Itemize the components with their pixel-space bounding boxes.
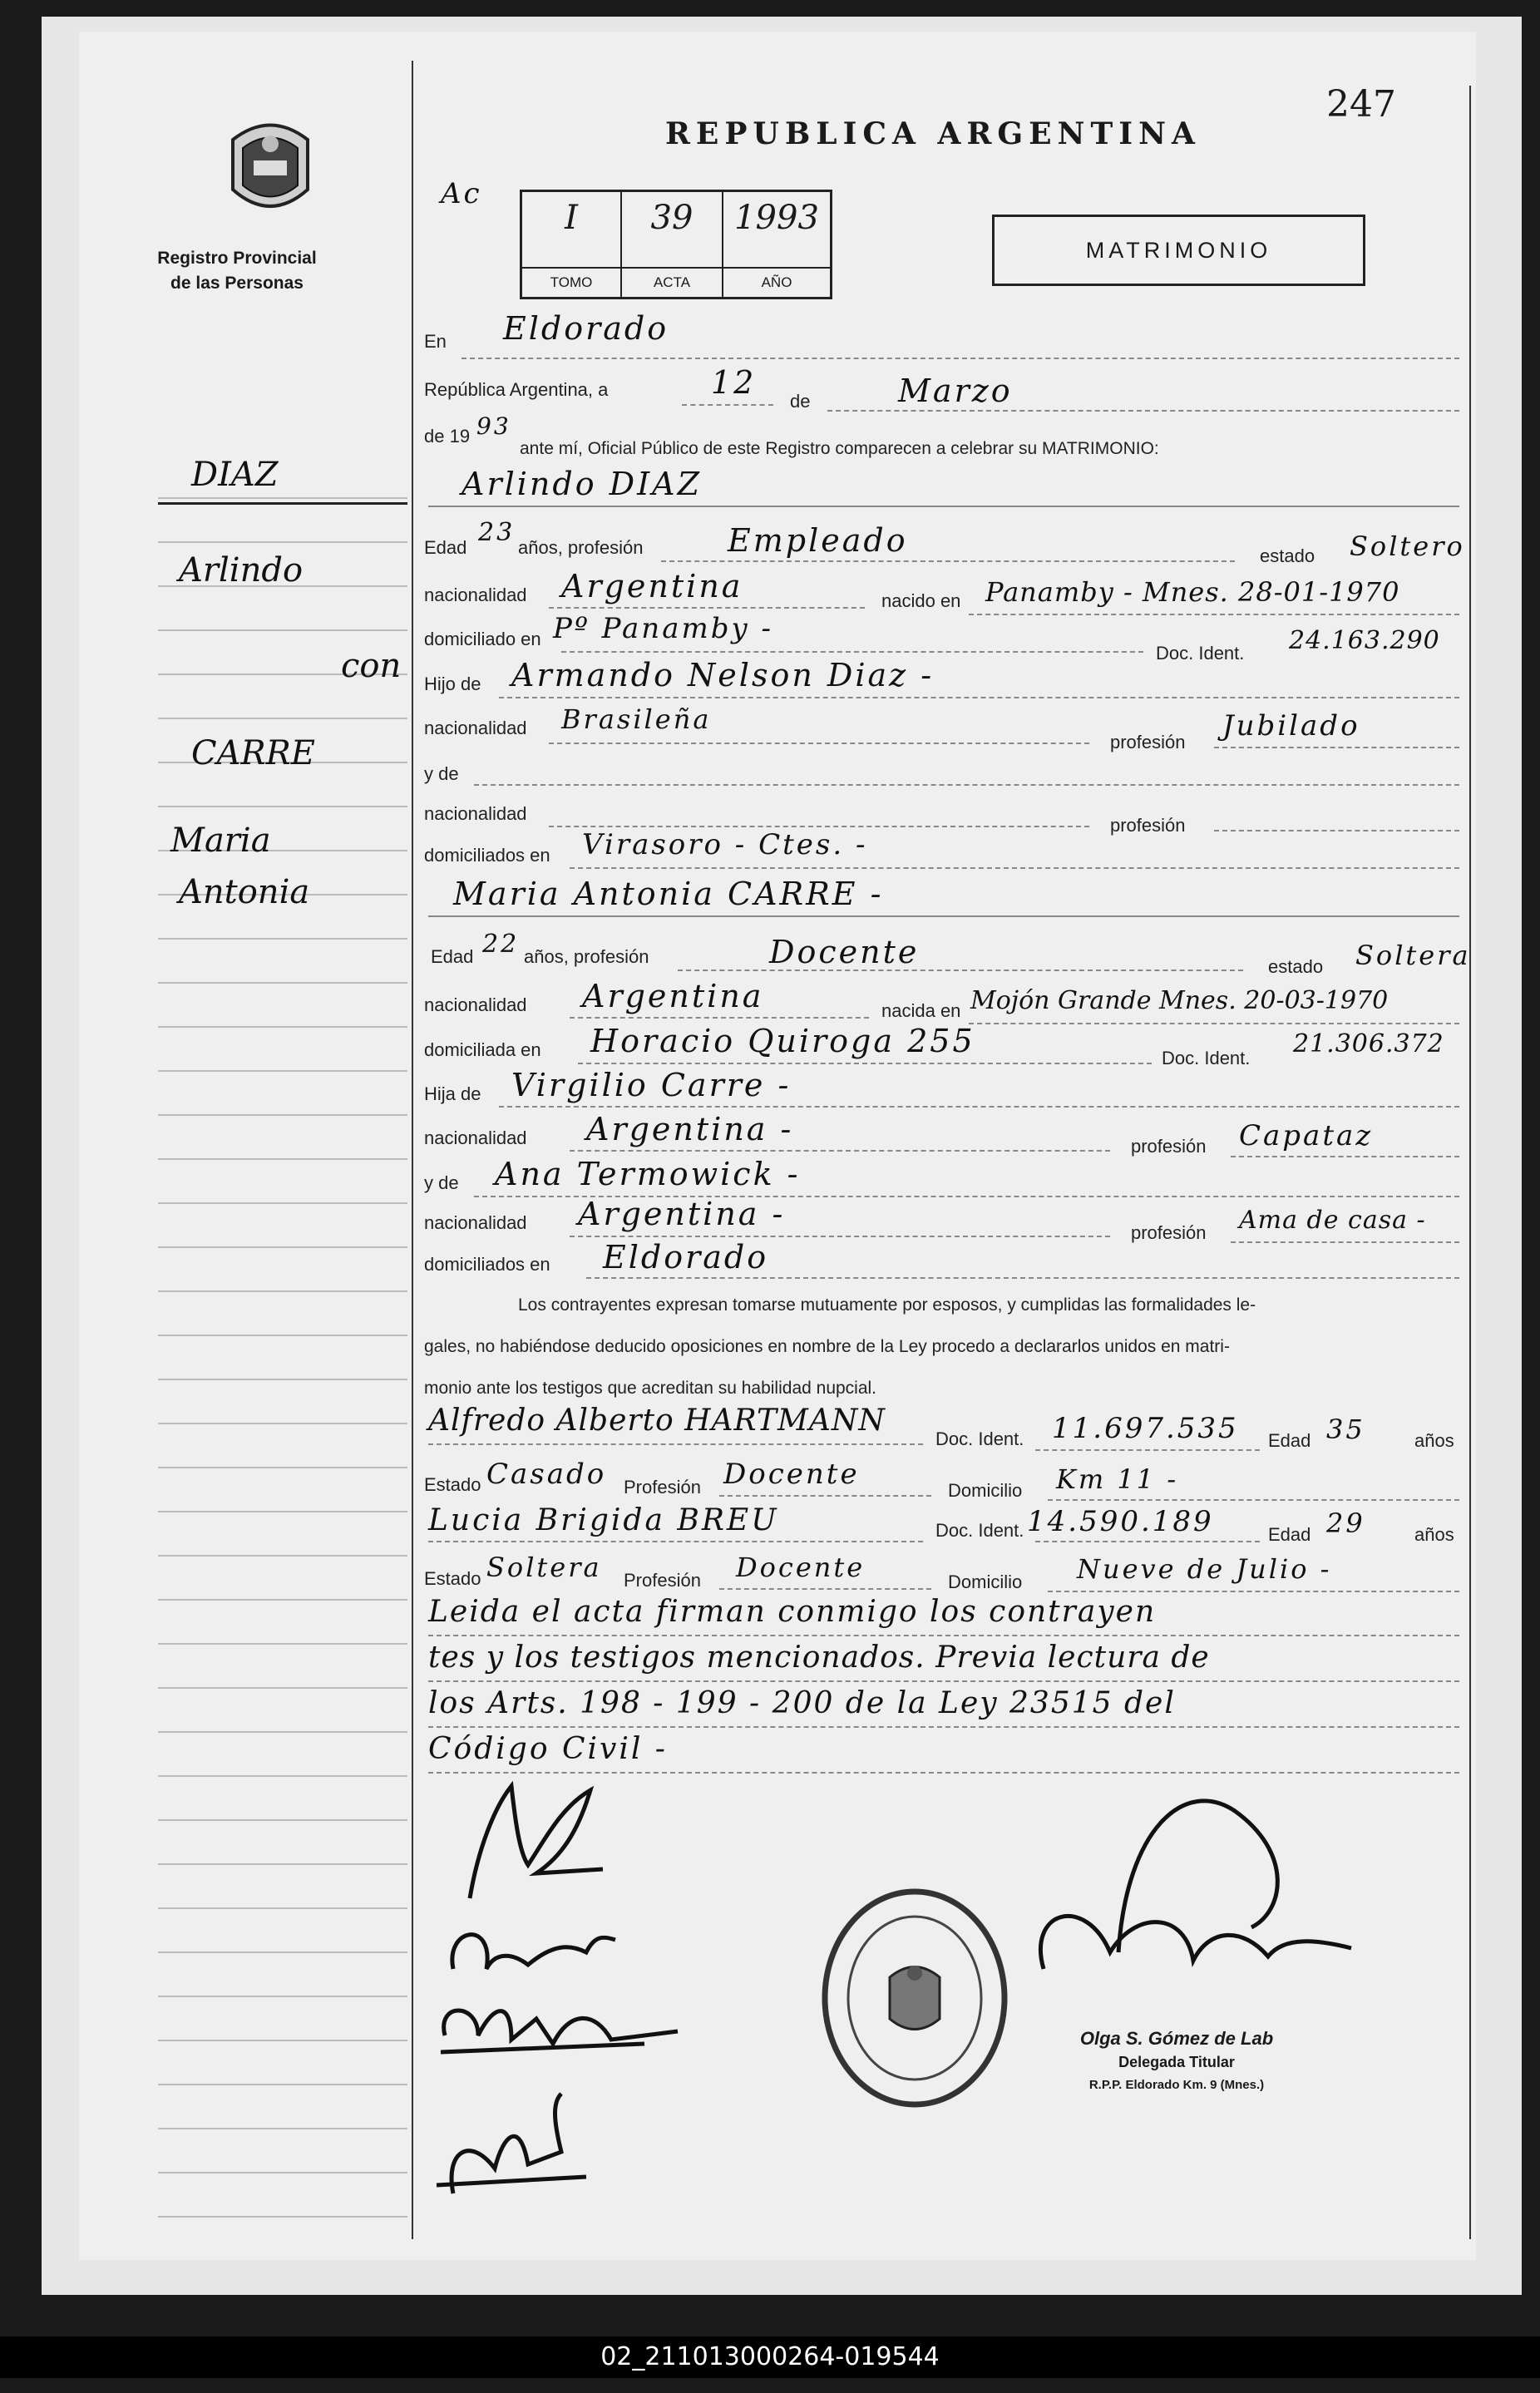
witness1-doc: 11.697.535 (1052, 1412, 1239, 1445)
witness2-doc: 14.590.189 (1027, 1505, 1214, 1538)
label-rep-a: República Argentina, a (424, 379, 609, 400)
officer-office: R.P.P. Eldorado Km. 9 (Mnes.) (1088, 2078, 1265, 2092)
label-en: En (424, 331, 447, 352)
bride-madre: Ana Termowick - (495, 1156, 801, 1192)
acta-value: 39 (650, 199, 693, 237)
witness2-edad-label: Edad (1268, 1524, 1311, 1545)
bride-estado-label: estado (1268, 956, 1324, 977)
record-type-box: MATRIMONIO (992, 215, 1365, 286)
signature-witness-1 (428, 1994, 694, 2077)
month-line (827, 410, 1459, 412)
margin-ruled-line (158, 1335, 407, 1336)
margin-ruled-line (158, 1775, 407, 1777)
bride-padre: Virgilio Carre - (511, 1067, 792, 1103)
margin-ruled-line (158, 1643, 407, 1645)
closing-line-4: Código Civil - (428, 1732, 668, 1766)
signature-groom (437, 1774, 636, 1915)
witness2-edad: 29 (1326, 1507, 1365, 1539)
witness1-profesion: Docente (723, 1458, 860, 1491)
groom-nacido-line (969, 614, 1459, 615)
bride-dom-line (578, 1063, 1152, 1064)
groom-name: Arlindo DIAZ (462, 466, 702, 502)
bride-nacida-en: Mojón Grande Mnes. 20-03-1970 (970, 986, 1389, 1015)
groom-nacido-label: nacido en (881, 590, 961, 611)
margin-ruled-line (158, 1599, 407, 1601)
margin-ruled-line (158, 1114, 407, 1116)
month: Marzo (898, 373, 1013, 409)
officer-stamp (1019, 2027, 1335, 2097)
margin-ruled-line (158, 1026, 407, 1028)
day-line (682, 404, 773, 406)
margin-ruled-line (158, 629, 407, 631)
label-de-19: de 19 (424, 426, 471, 447)
bride-prof-label: años, profesión (524, 946, 649, 967)
bride-padres-dom-label: domiciliados en (424, 1254, 550, 1275)
witness2-name: Lucia Brigida BREU (428, 1503, 779, 1537)
margin-note-surname: DIAZ (191, 456, 279, 494)
margin-ruled-line (158, 1863, 407, 1865)
margin-note-given-3: Antonia (179, 873, 310, 911)
registry-stamp-seal (819, 1886, 1010, 2110)
coat-of-arms-icon (225, 115, 316, 223)
groom-nacido-en: Panamby - Mnes. 28-01-1970 (985, 576, 1400, 608)
margin-ruled-line (158, 1246, 407, 1248)
margin-note-surname-2: CARRE (191, 734, 315, 772)
closing-line-2: tes y los testigos mencionados. Previa lectura de (428, 1641, 1210, 1675)
bride-prof-line (678, 970, 1243, 971)
witness2-estado-label: Estado (424, 1568, 481, 1589)
bride-yde-label: y de (424, 1172, 459, 1193)
witness1-name: Alfredo Alberto HARTMANN (428, 1404, 886, 1438)
groom-madre-prof-line (1214, 830, 1459, 831)
margin-ruled-line (158, 1687, 407, 1689)
groom-prof-label: años, profesión (518, 537, 644, 558)
groom-padre-prof-label: profesión (1110, 732, 1186, 752)
witness1-estado: Casado (486, 1458, 607, 1491)
witness2-dom-label: Domicilio (948, 1571, 1023, 1592)
witness1-estado-label: Estado (424, 1474, 481, 1495)
groom-yde-label: y de (424, 763, 459, 784)
record-prefix: Ac (441, 177, 482, 210)
margin-note-con: con (341, 647, 402, 685)
signature-witness-2 (428, 2085, 595, 2210)
witness2-name-line (428, 1541, 923, 1542)
closing-ruled-line (428, 1635, 1459, 1636)
witness2-estado: Soltera (486, 1552, 602, 1583)
groom-doc-label: Doc. Ident. (1156, 643, 1245, 664)
witness1-name-line (428, 1443, 923, 1445)
bride-dom-label: domiciliada en (424, 1039, 541, 1060)
margin-ruled-line (158, 497, 407, 499)
witness2-doc-label: Doc. Ident. (935, 1520, 1024, 1541)
witness1-dom-line (1048, 1499, 1459, 1501)
body-text-1: Los contrayentes expresan tomarse mutuamente por esposos, y cumplidas las formalidades le- (518, 1295, 1256, 1315)
closing-line-1: Leida el acta firman conmigo los contrayen (428, 1595, 1157, 1629)
margin-divider (412, 61, 413, 2239)
margin-note-given: Arlindo (179, 551, 304, 590)
place-line (462, 358, 1459, 359)
acta-label: ACTA (622, 267, 722, 297)
registry-line-1: Registro Provincial (157, 249, 317, 268)
bride-name: Maria Antonia CARRE - (453, 876, 884, 912)
bride-padre-prof: Capataz (1239, 1119, 1374, 1152)
bride-nacida-label: nacida en (881, 1000, 961, 1021)
groom-padre-nac-label: nacionalidad (424, 718, 527, 738)
anio-value: 1993 (734, 199, 819, 237)
form-sheet (79, 32, 1476, 2260)
year-suffix: 93 (476, 412, 511, 440)
bride-padre-prof-label: profesión (1131, 1136, 1207, 1157)
margin-ruled-line (158, 2040, 407, 2041)
groom-padre-nac: Brasileña (561, 703, 712, 735)
registry-name (133, 246, 341, 296)
bride-name-line (428, 915, 1459, 917)
margin-ruled-line (158, 1996, 407, 1997)
margin-ruled-line (158, 1379, 407, 1380)
signature-officer (1019, 1761, 1368, 2011)
witness2-prof-label: Profesión (624, 1570, 701, 1591)
bride-padres-dom-line (586, 1277, 1459, 1279)
margin-divider-rule (158, 502, 407, 505)
officer-name: Olga S. Gómez de Lab (1079, 2028, 1274, 2049)
closing-ruled-line (428, 1726, 1459, 1728)
bride-padre-nac-line (570, 1150, 1110, 1152)
bride-madre-prof: Ama de casa - (1239, 1206, 1426, 1235)
groom-padres-dom-line (570, 867, 1459, 869)
day: 12 (711, 364, 757, 401)
margin-note-given-2: Maria (170, 822, 271, 860)
bride-domicilio: Horacio Quiroga 255 (590, 1023, 975, 1059)
witness2-doc-line (1035, 1541, 1260, 1542)
groom-padre-nac-line (549, 743, 1089, 744)
bride-hija-label: Hija de (424, 1083, 481, 1104)
body-text-2: gales, no habiéndose deducido oposiciones en nombre de la Ley procedo a declararlos unidos en matri- (424, 1337, 1230, 1356)
margin-ruled-line (158, 1467, 407, 1468)
witness1-dom-label: Domicilio (948, 1480, 1023, 1501)
label-de-month: de (790, 391, 811, 412)
margin-ruled-line (158, 806, 407, 807)
bride-madre-nac-line (570, 1236, 1110, 1237)
groom-madre-prof-label: profesión (1110, 815, 1186, 836)
anio-cell (723, 192, 830, 297)
bride-padre-prof-line (1231, 1156, 1459, 1157)
witness1-doc-label: Doc. Ident. (935, 1428, 1024, 1449)
witness1-edad: 35 (1326, 1414, 1365, 1445)
tomo-label: TOMO (522, 267, 620, 297)
groom-padre-line (499, 697, 1459, 698)
page-number: 247 (1326, 83, 1396, 126)
closing-line-3: los Arts. 198 - 199 - 200 de la Ley 23515 del (428, 1686, 1176, 1720)
margin-ruled-line (158, 2172, 407, 2173)
groom-dom-line (561, 651, 1143, 653)
groom-edad-label: Edad (424, 537, 467, 558)
bride-madre-nac-label: nacionalidad (424, 1212, 527, 1233)
witness1-edad-label: Edad (1268, 1430, 1311, 1451)
record-number-box (520, 190, 832, 299)
margin-ruled-line (158, 982, 407, 984)
bride-edad-label: Edad (431, 946, 474, 967)
label-oficial: ante mí, Oficial Público de este Registro comparecen a celebrar su MATRIMONIO: (520, 439, 1159, 458)
groom-estado: Soltero (1350, 530, 1465, 562)
bride-madre-prof-label: profesión (1131, 1222, 1207, 1243)
margin-ruled-line (158, 1290, 407, 1292)
groom-name-line (428, 506, 1459, 507)
witness2-domicilio: Nueve de Julio - (1077, 1553, 1332, 1585)
witness2-profesion: Docente (736, 1552, 866, 1583)
margin-ruled-line (158, 2084, 407, 2085)
groom-profesion: Empleado (728, 522, 908, 559)
margin-ruled-line (158, 1951, 407, 1953)
bride-nac-label: nacionalidad (424, 994, 527, 1015)
groom-padres-dom-label: domiciliados en (424, 845, 550, 866)
bride-nacida-line (969, 1023, 1459, 1024)
bride-padre-line (499, 1106, 1459, 1108)
acta-cell (622, 192, 723, 297)
witness2-anos-label: años (1414, 1524, 1454, 1545)
closing-ruled-line (428, 1680, 1459, 1682)
witness2-dom-line (1048, 1591, 1459, 1592)
margin-ruled-line (158, 1819, 407, 1821)
body-text-3: monio ante los testigos que acreditan su habilidad nupcial. (424, 1379, 877, 1398)
signature-bride (437, 1919, 636, 1994)
groom-prof-line (661, 560, 1235, 562)
groom-padres-dom: Virasoro - Ctes. - (582, 828, 868, 861)
margin-ruled-line (158, 1555, 407, 1557)
bride-edad: 22 (482, 930, 520, 959)
margin-ruled-line (158, 938, 407, 940)
margin-ruled-line (158, 1731, 407, 1733)
officer-title: Delegada Titular (1118, 2054, 1235, 2070)
bride-nacionalidad: Argentina (582, 978, 764, 1014)
groom-doc: 24.163.290 (1289, 626, 1440, 655)
right-border (1469, 86, 1471, 2239)
witness1-prof-line (719, 1495, 931, 1497)
groom-hijo-label: Hijo de (424, 673, 481, 694)
groom-nac-label: nacionalidad (424, 585, 527, 605)
margin-ruled-line (158, 1423, 407, 1424)
bride-madre-nac: Argentina - (578, 1196, 786, 1232)
groom-nac-line (549, 607, 865, 609)
groom-estado-label: estado (1260, 545, 1315, 566)
margin-ruled-line (158, 1511, 407, 1512)
bride-padres-dom: Eldorado (603, 1239, 769, 1275)
margin-ruled-line (158, 1907, 407, 1909)
bride-doc: 21.306.372 (1293, 1029, 1444, 1058)
margin-ruled-line (158, 2216, 407, 2218)
groom-nacionalidad: Argentina (561, 568, 743, 604)
bride-madre-prof-line (1231, 1241, 1459, 1243)
witness2-prof-line (719, 1588, 931, 1590)
witness1-doc-line (1035, 1449, 1260, 1451)
bride-doc-label: Doc. Ident. (1162, 1048, 1251, 1068)
groom-dom-label: domiciliado en (424, 629, 541, 649)
margin-ruled-line (158, 1202, 407, 1204)
groom-padre-prof-line (1214, 747, 1459, 748)
tomo-value: I (565, 199, 578, 237)
bride-padre-nac: Argentina - (586, 1111, 794, 1147)
margin-ruled-line (158, 541, 407, 543)
groom-madre-nac-label: nacionalidad (424, 803, 527, 824)
bride-nac-line (570, 1017, 869, 1019)
groom-madre-nac-line (549, 826, 1089, 827)
registry-line-2: de las Personas (170, 274, 304, 293)
witness1-domicilio: Km 11 - (1056, 1463, 1179, 1495)
groom-madre-line (474, 784, 1459, 786)
anio-label: AÑO (723, 267, 830, 297)
margin-ruled-line (158, 718, 407, 719)
margin-ruled-line (158, 1070, 407, 1072)
groom-padre-prof: Jubilado (1222, 709, 1360, 743)
bride-padre-nac-label: nacionalidad (424, 1127, 527, 1148)
groom-padre: Armando Nelson Diaz - (511, 657, 935, 693)
image-caption: 02_211013000264-019544 (0, 2336, 1540, 2378)
witness1-anos-label: años (1414, 1430, 1454, 1451)
groom-domicilio: Pº Panamby - (553, 612, 773, 645)
groom-edad: 23 (478, 518, 516, 547)
place: Eldorado (503, 310, 669, 347)
margin-ruled-line (158, 1158, 407, 1160)
page-title: REPUBLICA ARGENTINA (665, 116, 1201, 151)
witness1-prof-label: Profesión (624, 1477, 701, 1497)
bride-estado: Soltera (1355, 940, 1471, 971)
bride-profesion: Docente (769, 934, 920, 970)
tomo-cell (522, 192, 622, 297)
margin-ruled-line (158, 2128, 407, 2129)
